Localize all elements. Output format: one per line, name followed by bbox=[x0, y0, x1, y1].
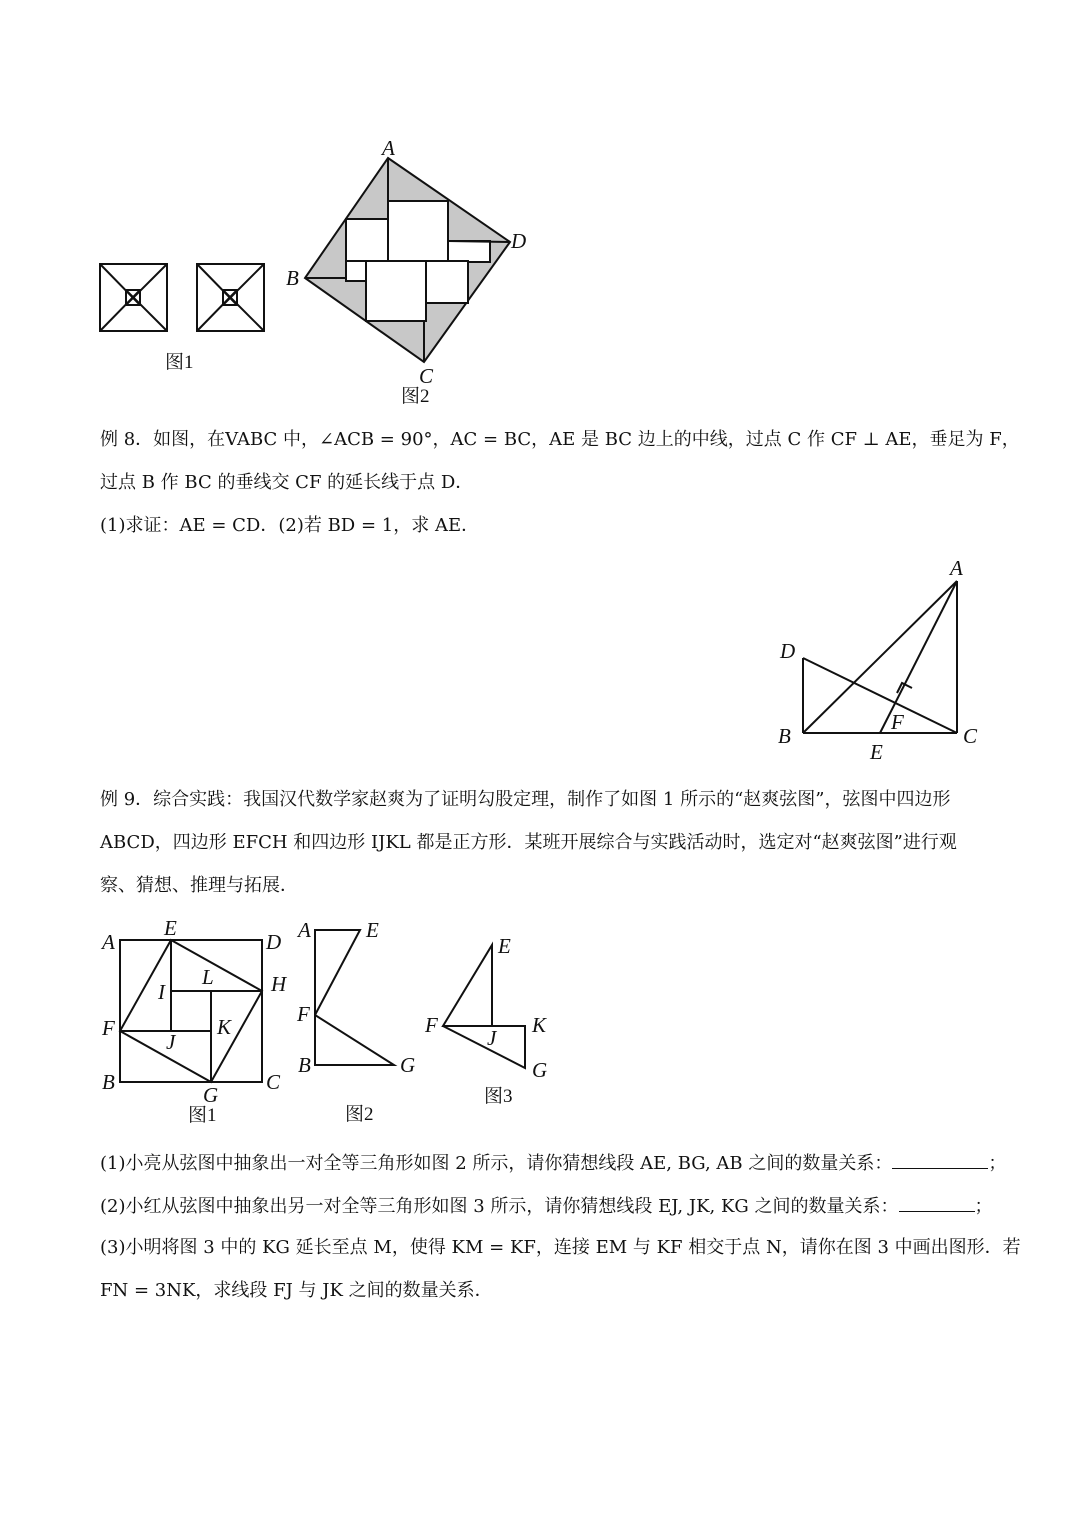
ex9-fig1-label-b: B bbox=[102, 1070, 115, 1094]
example8-line1: 例 8．如图，在VABC 中，∠ACB = 90°，AC = BC，AE 是 BC 边上的中线，过点 C 作 CF ⊥ AE，垂足为 F， bbox=[100, 429, 1020, 450]
q1-end: ； bbox=[988, 1153, 1007, 1174]
ex8-label-d: D bbox=[780, 639, 796, 663]
q2-answer-blank[interactable] bbox=[899, 1193, 975, 1212]
ex9-fig1-caption: 图1 bbox=[188, 1105, 217, 1126]
fig2-label-d: D bbox=[511, 229, 527, 253]
ex8-label-b: B bbox=[778, 724, 791, 748]
fig2-label-c: C bbox=[419, 364, 434, 388]
ex9-fig2-label-a: A bbox=[298, 918, 311, 942]
ex9-fig1-label-k: K bbox=[217, 1015, 232, 1039]
q2-text: (2)小红从弦图中抽象出另一对全等三角形如图 3 所示，请你猜想线段 EJ, JK, KG 之间的数量关系： bbox=[100, 1196, 899, 1217]
ex9-fig2-label-e: E bbox=[366, 918, 379, 942]
ex9-fig2-label-f: F bbox=[297, 1002, 310, 1026]
example8-line2: 过点 B 作 BC 的垂线交 CF 的延长线于点 D． bbox=[100, 472, 474, 493]
ex9-fig1-label-c: C bbox=[266, 1070, 281, 1094]
ex9-fig2-caption: 图2 bbox=[345, 1104, 374, 1125]
top-figures bbox=[0, 0, 1080, 420]
ex9-fig1-label-f: F bbox=[102, 1016, 115, 1040]
ex8-label-a: A bbox=[950, 556, 963, 580]
ex9-fig1-label-g: G bbox=[203, 1083, 219, 1107]
ex9-fig3 bbox=[443, 945, 525, 1068]
example9-line1: 例 9．综合实践：我国汉代数学家赵爽为了证明勾股定理，制作了如图 1 所示的“赵爽弦图”，弦图中四边形 bbox=[100, 789, 951, 810]
ex9-fig2-label-b: B bbox=[298, 1053, 311, 1077]
ex9-fig1-label-l: L bbox=[202, 965, 214, 989]
example9-q1 bbox=[100, 1150, 1006, 1176]
ex8-label-e: E bbox=[870, 740, 883, 764]
ex9-fig1-label-j: J bbox=[166, 1030, 176, 1054]
ex9-fig1-label-a: A bbox=[102, 930, 115, 954]
example9-q3-line1: (3)小明将图 3 中的 KG 延长至点 M，使得 KM = KF，连接 EM 与 KF 相交于点 N，请你在图 3 中画出图形．若 bbox=[100, 1237, 1021, 1258]
example9-q3-line2: FN = 3NK，求线段 FJ 与 JK 之间的数量关系． bbox=[100, 1280, 493, 1301]
ex9-fig3-label-g: G bbox=[532, 1058, 548, 1082]
q2-end: ； bbox=[974, 1196, 993, 1217]
ex9-fig1-label-i: I bbox=[158, 980, 165, 1004]
example9-figures bbox=[0, 915, 1080, 1135]
example8-figure bbox=[0, 555, 1080, 775]
fig1-caption: 图1 bbox=[165, 352, 194, 373]
ex9-fig2-label-g: G bbox=[400, 1053, 416, 1077]
fig1-square-right bbox=[197, 264, 264, 331]
example8-line3: (1)求证：AE = CD．(2)若 BD = 1，求 AE． bbox=[100, 515, 480, 536]
ex8-label-f: F bbox=[891, 710, 904, 734]
ex9-fig3-label-f: F bbox=[425, 1013, 438, 1037]
example9-q2 bbox=[100, 1193, 993, 1219]
fig2-label-a: A bbox=[382, 136, 395, 160]
q1-text: (1)小亮从弦图中抽象出一对全等三角形如图 2 所示，请你猜想线段 AE, BG, AB 之间的数量关系： bbox=[100, 1153, 893, 1174]
ex9-fig2 bbox=[315, 930, 394, 1065]
ex9-fig3-label-k: K bbox=[532, 1013, 547, 1037]
example9-line3: 察、猜想、推理与拓展． bbox=[100, 875, 298, 896]
q1-answer-blank[interactable] bbox=[892, 1150, 988, 1169]
ex9-fig3-label-j: J bbox=[487, 1026, 497, 1050]
ex9-fig1-label-e: E bbox=[164, 916, 177, 940]
ex9-fig1 bbox=[120, 940, 262, 1082]
fig2-diagram bbox=[305, 158, 510, 362]
example9-line2: ABCD，四边形 EFCH 和四边形 IJKL 都是正方形．某班开展综合与实践活动时，选定对“赵爽弦图”进行观 bbox=[100, 832, 957, 853]
ex9-fig1-label-d: D bbox=[266, 930, 282, 954]
ex9-fig3-caption: 图3 bbox=[484, 1086, 513, 1107]
fig2-caption: 图2 bbox=[401, 386, 430, 407]
ex9-fig1-label-h: H bbox=[271, 972, 287, 996]
fig1-square-left bbox=[100, 264, 167, 331]
ex9-fig3-label-e: E bbox=[498, 934, 511, 958]
fig2-label-b: B bbox=[286, 266, 299, 290]
ex8-label-c: C bbox=[963, 724, 978, 748]
